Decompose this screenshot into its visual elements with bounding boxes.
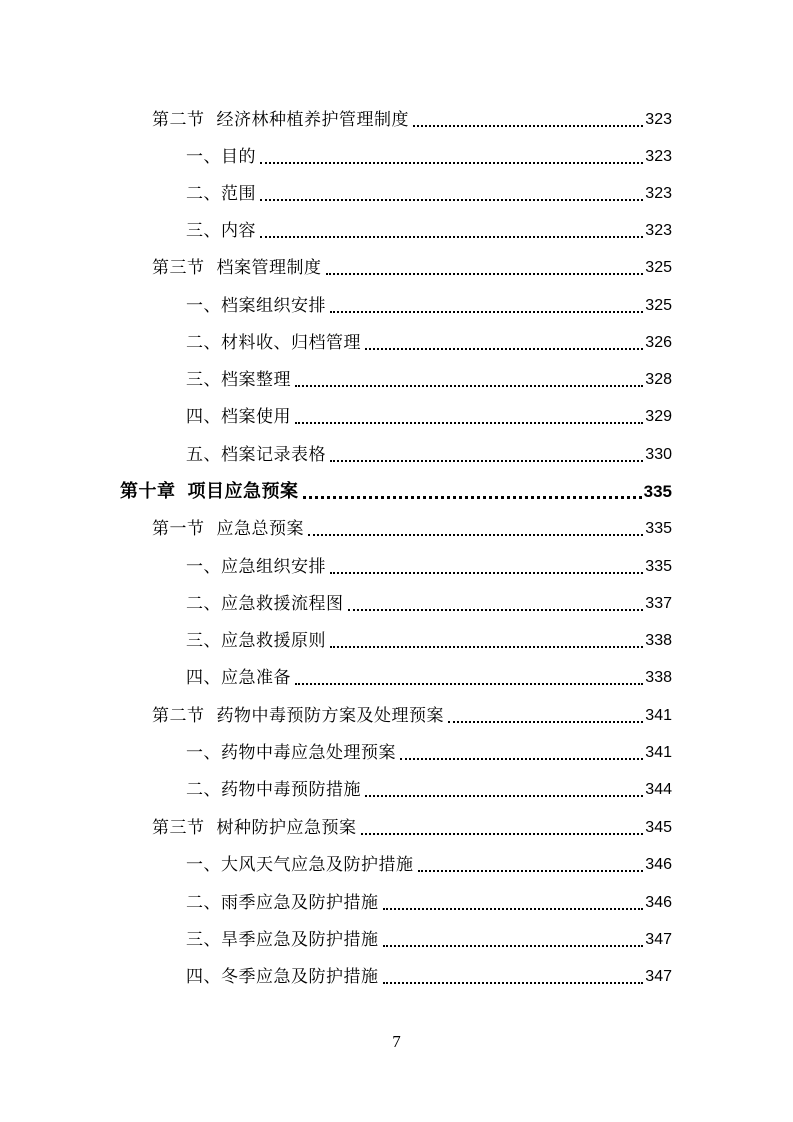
toc-dot-leader: [348, 609, 644, 611]
toc-entry-title: 应急总预案: [216, 519, 304, 539]
toc-entry-label: 一、: [186, 296, 221, 316]
toc-entry-title-group: [186, 928, 379, 952]
toc-entry-page: 337: [645, 595, 672, 612]
toc-entry-page: 338: [645, 632, 672, 649]
toc-entry-title-group: [186, 219, 256, 243]
toc-entry-title-group: [152, 816, 357, 840]
toc-entry-title-group: [186, 555, 326, 579]
toc-dot-leader: [400, 758, 643, 760]
toc-entry-title-group: [152, 704, 444, 728]
toc-entry-title: 旱季应急及防护措施: [221, 930, 379, 950]
toc-entry-page: 335: [645, 520, 672, 537]
toc-entry-title: 范围: [221, 184, 256, 204]
toc-entry-label: 三、: [186, 930, 221, 950]
toc-dot-leader: [383, 945, 644, 947]
toc-entry-title-group: [186, 965, 379, 989]
toc-entry-title-group: [186, 405, 291, 429]
toc-entry-title: 冬季应急及防护措施: [221, 967, 379, 987]
toc-entry-label: 一、: [186, 743, 221, 763]
toc-entry-section[interactable]: [152, 816, 672, 840]
toc-entry-title: 档案管理制度: [216, 258, 322, 278]
toc-entry-title: 雨季应急及防护措施: [221, 893, 379, 913]
toc-entry-chapter[interactable]: [120, 480, 672, 504]
toc-entry-label: 三、: [186, 370, 221, 390]
toc-entry-page: 347: [645, 968, 672, 985]
toc-entry-item[interactable]: [186, 145, 672, 169]
toc-entry-item[interactable]: [186, 443, 672, 467]
toc-entry-title: 树种防护应急预案: [216, 818, 357, 838]
toc-entry-item[interactable]: [186, 741, 672, 765]
toc-entry-label: 第二节: [152, 706, 205, 726]
toc-entry-page: 335: [645, 558, 672, 575]
toc-entry-title-group: [186, 368, 291, 392]
toc-entry-title: 档案整理: [221, 370, 291, 390]
toc-dot-leader: [330, 646, 643, 648]
toc-entry-title: 应急准备: [221, 668, 291, 688]
toc-entry-page: 330: [645, 446, 672, 463]
toc-dot-leader: [330, 311, 643, 313]
toc-dot-leader: [295, 385, 643, 387]
toc-entry-item[interactable]: [186, 555, 672, 579]
toc-entry-page: 344: [645, 781, 672, 798]
toc-entry-page: 341: [645, 707, 672, 724]
toc-dot-leader: [448, 721, 643, 723]
toc-entry-page: 323: [645, 222, 672, 239]
toc-entry-title-group: [186, 145, 256, 169]
toc-dot-leader: [361, 833, 644, 835]
toc-entry-label: 一、: [186, 557, 221, 577]
toc-entry-page: 323: [645, 148, 672, 165]
toc-entry-title: 档案记录表格: [221, 445, 326, 465]
toc-entry-title: 经济林种植养护管理制度: [216, 110, 409, 130]
toc-dot-leader: [260, 199, 643, 201]
toc-dot-leader: [383, 982, 644, 984]
toc-entry-section[interactable]: [152, 704, 672, 728]
toc-entry-label: 第三节: [152, 258, 205, 278]
toc-entry-page: 338: [645, 669, 672, 686]
toc-entry-page: 346: [645, 856, 672, 873]
toc-entry-title-group: [152, 108, 409, 132]
toc-entry-title-group: [120, 480, 299, 504]
toc-dot-leader: [295, 422, 643, 424]
toc-dot-leader: [260, 162, 643, 164]
toc-dot-leader: [303, 496, 642, 499]
toc-dot-leader: [326, 273, 644, 275]
toc-entry-label: 二、: [186, 893, 221, 913]
toc-dot-leader: [330, 460, 643, 462]
toc-entry-page: 346: [645, 894, 672, 911]
toc-entry-item[interactable]: [186, 965, 672, 989]
toc-entry-item[interactable]: [186, 405, 672, 429]
toc-entry-title-group: [186, 592, 344, 616]
toc-entry-label: 一、: [186, 855, 221, 875]
toc-entry-item[interactable]: [186, 294, 672, 318]
toc-entry-title-group: [186, 741, 396, 765]
toc-entry-page: 325: [645, 297, 672, 314]
toc-entry-page: 345: [645, 819, 672, 836]
toc-entry-item[interactable]: [186, 853, 672, 877]
toc-entry-item[interactable]: [186, 331, 672, 355]
toc-entry-title: 药物中毒应急处理预案: [221, 743, 396, 763]
toc-entry-page: 326: [645, 334, 672, 351]
toc-dot-leader: [365, 348, 643, 350]
toc-dot-leader: [365, 795, 643, 797]
toc-entry-item[interactable]: [186, 666, 672, 690]
toc-entry-title-group: [186, 853, 414, 877]
toc-entry-title-group: [186, 666, 291, 690]
toc-entry-title-group: [186, 443, 326, 467]
toc-entry-title: 药物中毒预防措施: [221, 780, 361, 800]
toc-entry-item[interactable]: [186, 928, 672, 952]
toc-entry-label: 第二节: [152, 110, 205, 130]
toc-entry-title-group: [152, 517, 304, 541]
toc-entry-title-group: [186, 891, 379, 915]
toc-entry-title: 档案使用: [221, 407, 291, 427]
toc-entry-item[interactable]: [186, 778, 672, 802]
toc-entry-section[interactable]: [152, 517, 672, 541]
toc-entry-item[interactable]: [186, 592, 672, 616]
toc-entry-title: 档案组织安排: [221, 296, 326, 316]
toc-entry-label: 第三节: [152, 818, 205, 838]
toc-entry-label: 五、: [186, 445, 221, 465]
toc-entry-item[interactable]: [186, 182, 672, 206]
toc-dot-leader: [260, 236, 643, 238]
toc-entry-title: 内容: [221, 221, 256, 241]
toc-entry-label: 第一节: [152, 519, 205, 539]
toc-entry-title-group: [152, 256, 322, 280]
toc-dot-leader: [308, 534, 643, 536]
toc-entry-label: 三、: [186, 631, 221, 651]
toc-entry-section[interactable]: [152, 256, 672, 280]
toc-dot-leader: [383, 908, 644, 910]
toc-entry-title: 大风天气应急及防护措施: [221, 855, 414, 875]
toc-entry-title-group: [186, 182, 256, 206]
toc-entry-section[interactable]: [152, 108, 672, 132]
toc-entry-label: 三、: [186, 221, 221, 241]
toc-entry-item[interactable]: [186, 219, 672, 243]
toc-entry-label: 二、: [186, 594, 221, 614]
toc-entry-title: 应急救援流程图: [221, 594, 344, 614]
toc-entry-title: 应急救援原则: [221, 631, 326, 651]
toc-entry-label: 四、: [186, 407, 221, 427]
toc-entry-title: 项目应急预案: [187, 481, 299, 502]
toc-entry-title-group: [186, 778, 361, 802]
toc-dot-leader: [295, 683, 643, 685]
toc-entry-title: 应急组织安排: [221, 557, 326, 577]
toc-entry-page: 323: [645, 111, 672, 128]
toc-entry-page: 335: [643, 482, 672, 501]
toc-entry-label: 二、: [186, 780, 221, 800]
toc-entry-label: 四、: [186, 967, 221, 987]
toc-entry-title-group: [186, 629, 326, 653]
toc-entry-title: 目的: [221, 147, 256, 167]
toc-entry-page: 323: [645, 185, 672, 202]
toc-entry-title-group: [186, 294, 326, 318]
toc-entry-page: 328: [645, 371, 672, 388]
toc-entry-item[interactable]: [186, 368, 672, 392]
page-number: 7: [392, 1032, 401, 1051]
toc-entry-page: 329: [645, 408, 672, 425]
toc-entry-label: 一、: [186, 147, 221, 167]
toc-entry-item[interactable]: [186, 891, 672, 915]
toc-entry-title-group: [186, 331, 361, 355]
toc-entry-title: 材料收、归档管理: [221, 333, 361, 353]
toc-dot-leader: [330, 572, 643, 574]
toc-dot-leader: [418, 870, 644, 872]
toc-dot-leader: [413, 125, 643, 127]
toc-entry-label: 四、: [186, 668, 221, 688]
toc-entry-label: 二、: [186, 184, 221, 204]
toc-entry-item[interactable]: [186, 629, 672, 653]
toc-entry-label: 第十章: [120, 481, 176, 502]
toc-entry-title: 药物中毒预防方案及处理预案: [216, 706, 444, 726]
toc-entry-label: 二、: [186, 333, 221, 353]
toc-entry-page: 325: [645, 259, 672, 276]
toc-entry-page: 341: [645, 744, 672, 761]
toc-entry-page: 347: [645, 931, 672, 948]
